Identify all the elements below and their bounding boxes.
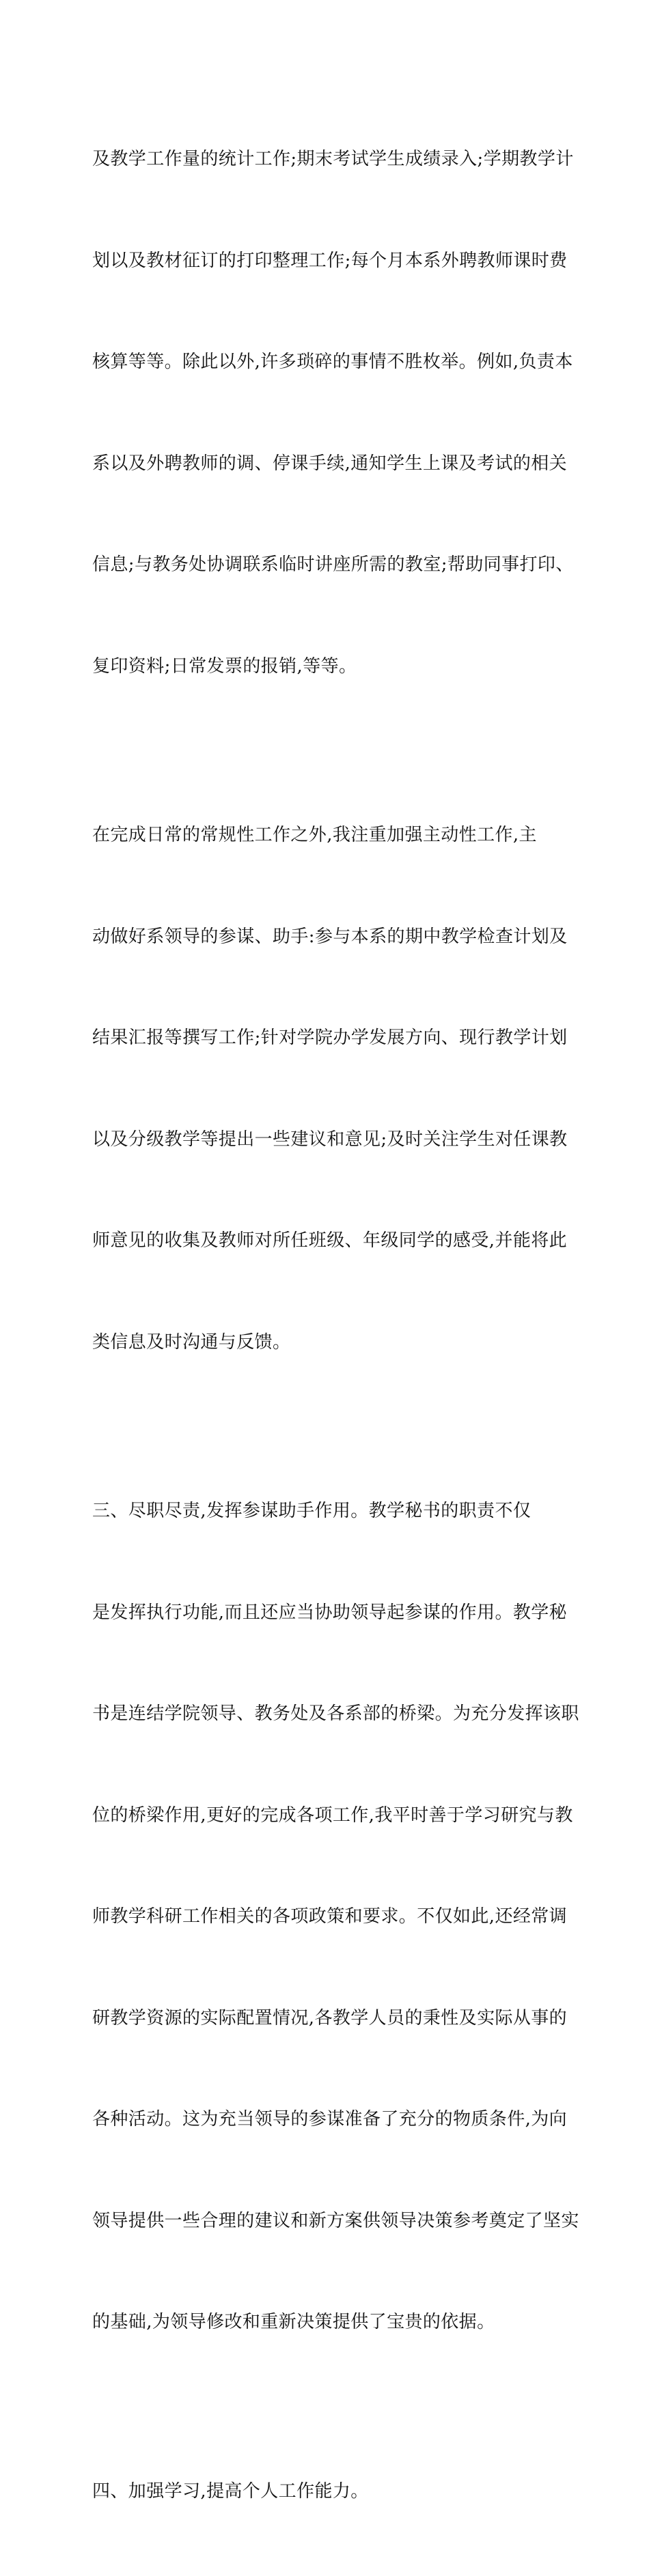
text-line: 师意见的收集及教师对所任班级、年级同学的感受,并能将此: [92, 1224, 564, 1258]
paragraph-section-three: [92, 1427, 564, 2407]
text-line: 书是连结学院领导、教务处及各系部的桥梁。为充分发挥该职: [92, 1697, 564, 1731]
text-line: 结果汇报等撰写工作;针对学院办学发展方向、现行教学计划: [92, 1021, 564, 1056]
text-line: 系以及外聘教师的调、停课手续,通知学生上课及考试的相关: [92, 447, 564, 481]
text-line: 及教学工作量的统计工作;期末考试学生成绩录入;学期教学计: [92, 143, 564, 177]
text-line: 核算等等。除此以外,许多琐碎的事情不胜枚举。例如,负责本: [92, 345, 564, 380]
text-line: 在完成日常的常规性工作之外,我注重加强主动性工作,主: [92, 819, 564, 853]
text-line: 领导提供一些合理的建议和新方案供领导决策参考奠定了坚实: [92, 2205, 564, 2239]
document-page: [0, 0, 649, 918]
paragraph-section-four: [92, 2407, 564, 2576]
text-line: 研教学资源的实际配置情况,各教学人员的秉性及实际从事的: [92, 2002, 564, 2036]
text-line: 类信息及时沟通与反馈。: [92, 1326, 564, 1360]
text-line: 动做好系领导的参谋、助手:参与本系的期中教学检查计划及: [92, 920, 564, 954]
text-line: 信息;与教务处协调联系临时讲座所需的教室;帮助同事打印、: [92, 548, 564, 582]
text-line: 四、加强学习,提高个人工作能力。: [92, 2475, 564, 2509]
text-line: 各种活动。这为充当领导的参谋准备了充分的物质条件,为向: [92, 2103, 564, 2137]
paragraph-workload-duties: [92, 75, 564, 751]
document-body: [92, 75, 564, 2576]
text-line: 是发挥执行功能,而且还应当协助领导起参谋的作用。教学秘: [92, 1596, 564, 1630]
text-line: 三、尽职尽责,发挥参谋助手作用。教学秘书的职责不仅: [92, 1495, 564, 1529]
text-line: 划以及教材征订的打印整理工作;每个月本系外聘教师课时费: [92, 244, 564, 279]
text-line: 以及分级教学等提出一些建议和意见;及时关注学生对任课教: [92, 1123, 564, 1157]
text-line: 复印资料;日常发票的报销,等等。: [92, 650, 564, 684]
text-line: 的基础,为领导修改和重新决策提供了宝贵的依据。: [92, 2306, 564, 2340]
paragraph-proactive-work: [92, 751, 564, 1427]
text-line: 位的桥梁作用,更好的完成各项工作,我平时善于学习研究与教: [92, 1799, 564, 1833]
text-line: 师教学科研工作相关的各项政策和要求。不仅如此,还经常调: [92, 1900, 564, 1934]
